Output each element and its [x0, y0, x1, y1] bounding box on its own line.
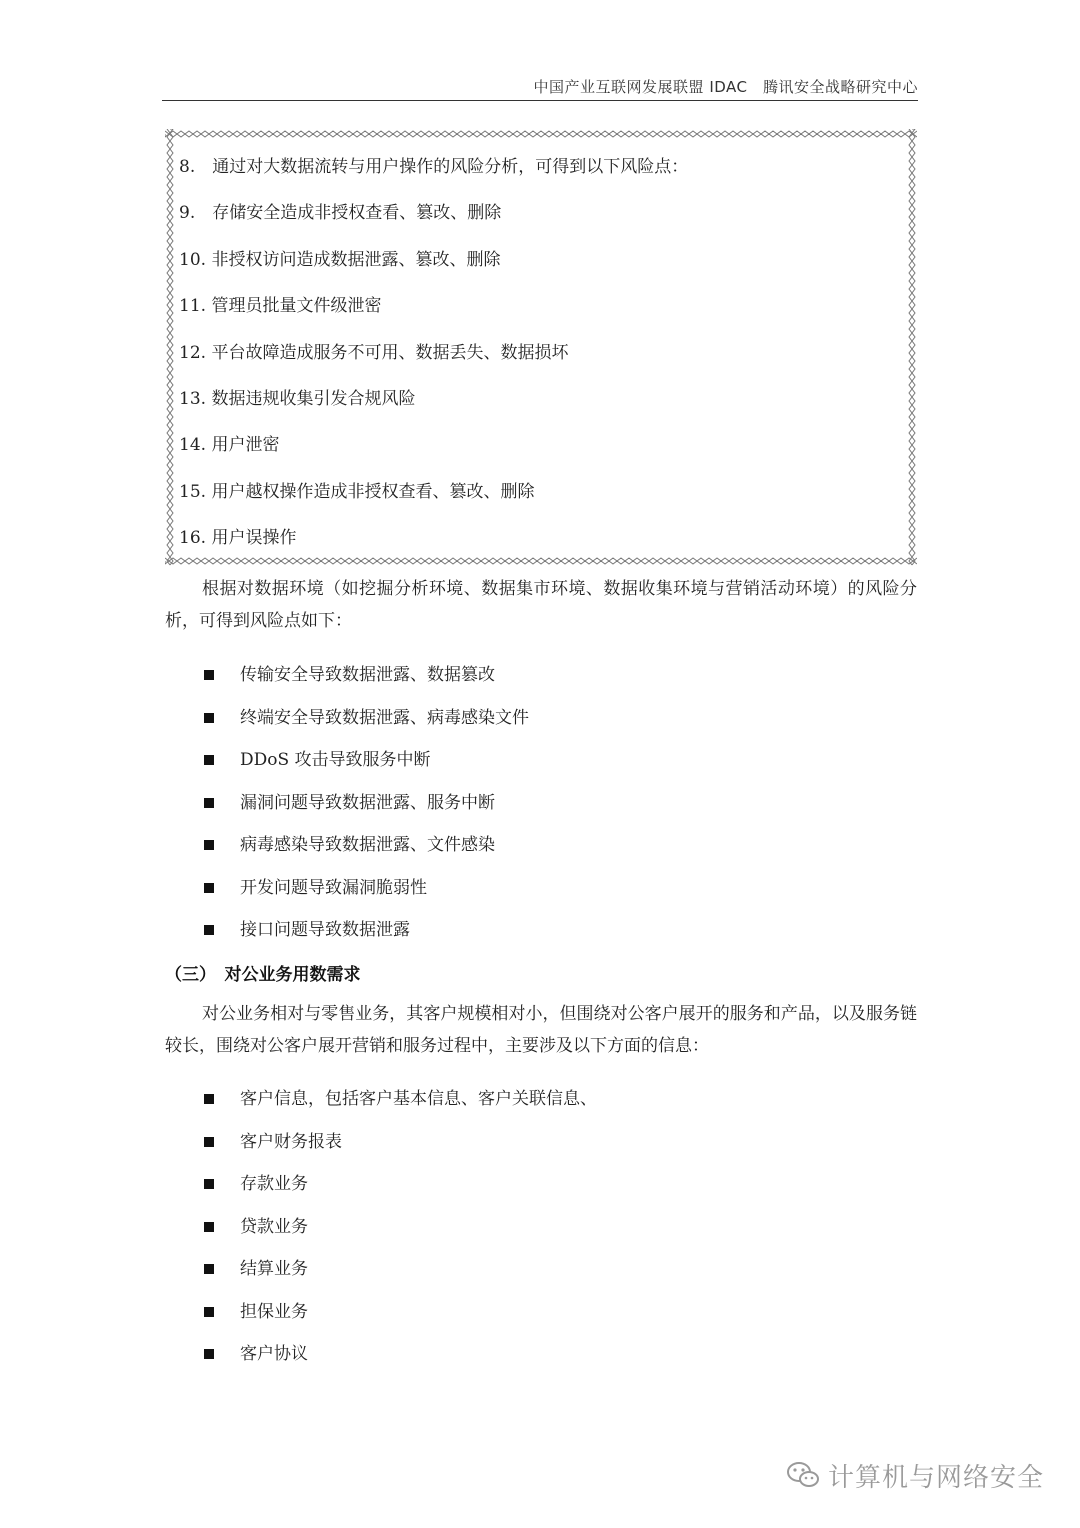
list-item: 客户信息，包括客户基本信息、客户关联信息、	[204, 1087, 597, 1130]
bullet-square-icon	[204, 670, 214, 680]
list-item: 终端安全导致数据泄露、病毒感染文件	[204, 706, 529, 749]
risk-item-16: 16. 用户误操作	[179, 528, 297, 549]
bullet-square-icon	[204, 840, 214, 850]
list-item: 存款业务	[204, 1172, 597, 1215]
environment-risk-list	[204, 663, 529, 961]
list-item: DDoS 攻击导致服务中断	[204, 748, 529, 791]
list-item: 客户财务报表	[204, 1130, 597, 1173]
header-rule	[162, 100, 918, 101]
list-item: 开发问题导致漏洞脆弱性	[204, 876, 529, 919]
list-item: 漏洞问题导致数据泄露、服务中断	[204, 791, 529, 834]
list-item: 结算业务	[204, 1257, 597, 1300]
list-item: 接口问题导致数据泄露	[204, 918, 529, 961]
bullet-square-icon	[204, 798, 214, 808]
bullet-square-icon	[204, 1349, 214, 1359]
page-header: 中国产业互联网发展联盟 IDAC 腾讯安全战略研究中心	[533, 78, 918, 96]
list-item: 病毒感染导致数据泄露、文件感染	[204, 833, 529, 876]
risk-item-11: 11. 管理员批量文件级泄密	[179, 296, 382, 317]
watermark-text: 计算机与网络安全	[828, 1462, 1045, 1493]
list-item: 传输安全导致数据泄露、数据篡改	[204, 663, 529, 706]
list-item: 担保业务	[204, 1300, 597, 1343]
risk-item-8: 8. 通过对大数据流转与用户操作的风险分析，可得到以下风险点：	[179, 157, 689, 177]
bullet-square-icon	[204, 1094, 214, 1104]
list-item: 贷款业务	[204, 1215, 597, 1258]
bullet-square-icon	[204, 1264, 214, 1274]
corporate-info-list	[204, 1087, 597, 1385]
paragraph-environment-risk: 根据对数据环境（如挖掘分析环境、数据集市环境、数据收集环境与营销活动环境）的风险分析，可得到风险点如下：	[165, 579, 917, 631]
bullet-square-icon	[204, 883, 214, 893]
risk-item-9: 9. 存储安全造成非授权查看、篡改、删除	[179, 203, 502, 224]
bullet-square-icon	[204, 1307, 214, 1317]
bullet-square-icon	[204, 1137, 214, 1147]
watermark	[786, 1458, 1044, 1492]
risk-item-12: 12. 平台故障造成服务不可用、数据丢失、数据损坏	[179, 342, 569, 363]
bullet-square-icon	[204, 755, 214, 765]
risk-points-box	[165, 129, 917, 566]
bullet-square-icon	[204, 713, 214, 723]
paragraph-corporate-business: 对公业务相对与零售业务，其客户规模相对小，但围绕对公客户展开的服务和产品，以及服务链较长，围绕对公客户展开营销和服务过程中，主要涉及以下方面的信息：	[165, 1004, 917, 1056]
section-heading: （三） 对公业务用数需求	[165, 965, 361, 985]
risk-item-14: 14. 用户泄密	[179, 435, 280, 456]
list-item: 客户协议	[204, 1342, 597, 1385]
risk-item-10: 10. 非授权访问造成数据泄露、篡改、删除	[179, 249, 501, 270]
bullet-square-icon	[204, 1222, 214, 1232]
risk-item-15: 15. 用户越权操作造成非授权查看、篡改、删除	[179, 481, 535, 502]
risk-item-13: 13. 数据违规收集引发合规风险	[179, 388, 416, 409]
wechat-icon	[786, 1460, 820, 1490]
bullet-square-icon	[204, 925, 214, 935]
bullet-square-icon	[204, 1179, 214, 1189]
